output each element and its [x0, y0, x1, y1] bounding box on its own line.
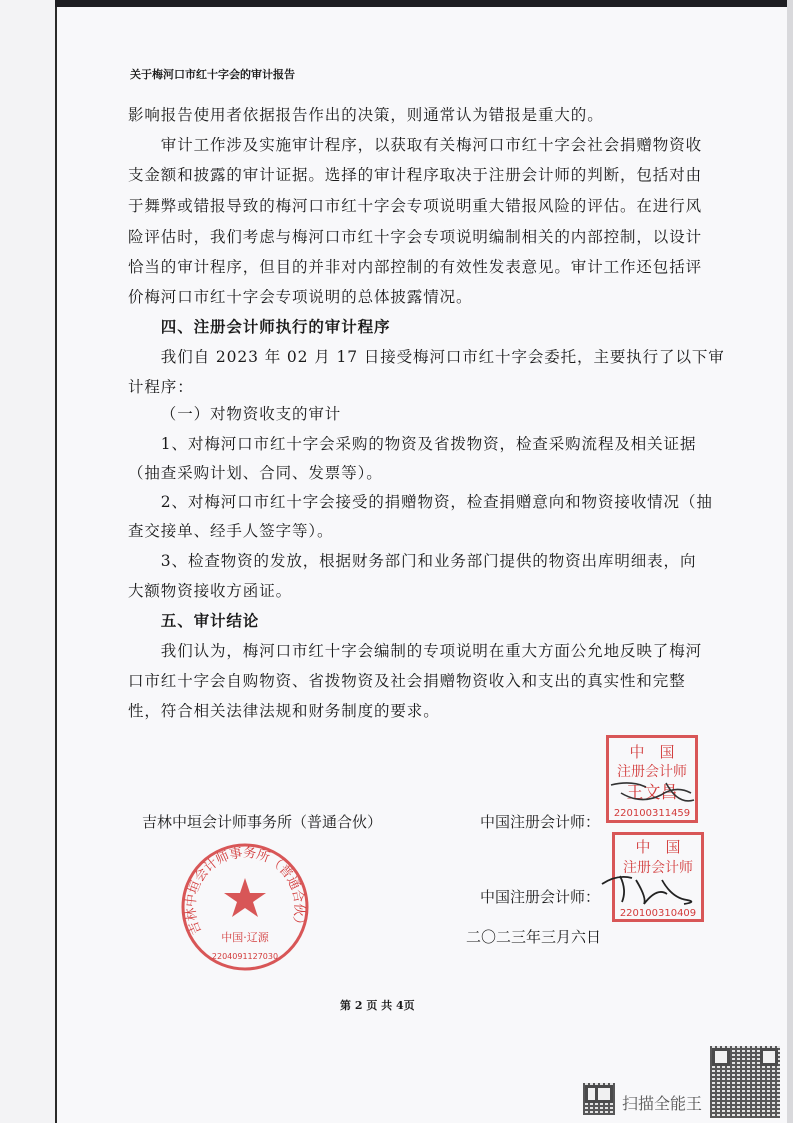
body-line: 3、检查物资的发放，根据财务部门和业务部门提供的物资出库明细表，向	[160, 552, 697, 570]
scanner-watermark: 扫描全能王	[622, 1094, 703, 1113]
cpa-seal-2-line2: 注册会计师	[623, 860, 693, 876]
page-number: 第 2 页 共 4页	[340, 999, 415, 1012]
body-line: 影响报告使用者依据报告作出的决策，则通常认为错报是重大的。	[128, 106, 604, 124]
body-line: 大额物资接收方函证。	[128, 582, 293, 600]
body-line: 计程序：	[128, 378, 194, 396]
cpa-seal-2	[612, 832, 704, 922]
cpa-seal-1-name: 王文昌	[626, 783, 678, 803]
small-qr-code	[583, 1083, 615, 1115]
section-heading: 四、注册会计师执行的审计程序	[160, 317, 391, 336]
section-heading: 五、审计结论	[160, 611, 260, 630]
body-line: 价梅河口市红十字会专项说明的总体披露情况。	[128, 288, 473, 306]
firm-seal-arc-text: 吉林中垣会计师事务所（普通合伙）	[183, 845, 307, 937]
cpa-seal-1-number: 220100311459	[613, 808, 691, 819]
star-icon	[224, 878, 266, 917]
report-date: 二〇二三年三月六日	[466, 928, 602, 946]
body-line: 2、对梅河口市红十字会接受的捐赠物资，检查捐赠意向和物资接收情况（抽	[160, 493, 713, 511]
body-line: 险评估时，我们考虑与梅河口市红十字会专项说明编制相关的内部控制，以设计	[128, 228, 703, 246]
running-header: 关于梅河口市红十字会的审计报告	[130, 68, 295, 81]
body-line: 1、对梅河口市红十字会采购的物资及省拨物资，检查采购流程及相关证据	[160, 435, 697, 453]
body-line: 查交接单、经手人签字等）。	[128, 522, 334, 540]
signature-2	[602, 876, 691, 904]
firm-name: 吉林中垣会计师事务所（普通合伙）	[142, 813, 383, 831]
body-line: 支金额和披露的审计证据。选择的审计程序取决于注册会计师的判断，包括对由	[128, 166, 703, 184]
cpa-seal-2-line1: 中 国	[635, 838, 681, 856]
scan-margin-left	[0, 0, 57, 1123]
body-line: 审计工作涉及实施审计程序，以获取有关梅河口市红十字会社会捐赠物资收	[160, 136, 702, 154]
cpa-seal-1	[606, 735, 698, 823]
cpa-seal-2-number: 220100310409	[619, 908, 697, 919]
body-line: 性，符合相关法律法规和财务制度的要求。	[128, 702, 440, 720]
body-line: 恰当的审计程序，但目的并非对内部控制的有效性发表意见。审计工作还包括评	[128, 258, 703, 276]
cpa-seal-1-line2: 注册会计师	[617, 764, 687, 780]
scan-edge-right	[787, 0, 793, 1123]
body-line: 我们自 2023 年 02 月 17 日接受梅河口市红十字会委托，主要执行了以下审	[160, 348, 725, 366]
cpa-label-2: 中国注册会计师：	[480, 888, 601, 906]
scan-edge-top	[55, 0, 793, 7]
firm-seal-center-text: 中国·辽源	[221, 931, 269, 944]
cpa-seal-1-line1: 中 国	[629, 743, 675, 761]
firm-seal	[180, 842, 310, 972]
body-line: 我们认为，梅河口市红十字会编制的专项说明在重大方面公允地反映了梅河	[160, 642, 702, 660]
firm-seal-number: 2204091127030	[211, 952, 279, 961]
body-line: 于舞弊或错报导致的梅河口市红十字会专项说明重大错报风险的评估。在进行风	[128, 197, 703, 215]
cpa-label-1: 中国注册会计师：	[480, 813, 601, 831]
qr-code	[710, 1046, 780, 1118]
body-line: 口市红十字会自购物资、省拨物资及社会捐赠物资收入和支出的真实性和完整	[128, 672, 686, 690]
body-line: （抽查采购计划、合同、发票等）。	[128, 464, 383, 482]
body-line: （一）对物资收支的审计	[160, 405, 342, 423]
